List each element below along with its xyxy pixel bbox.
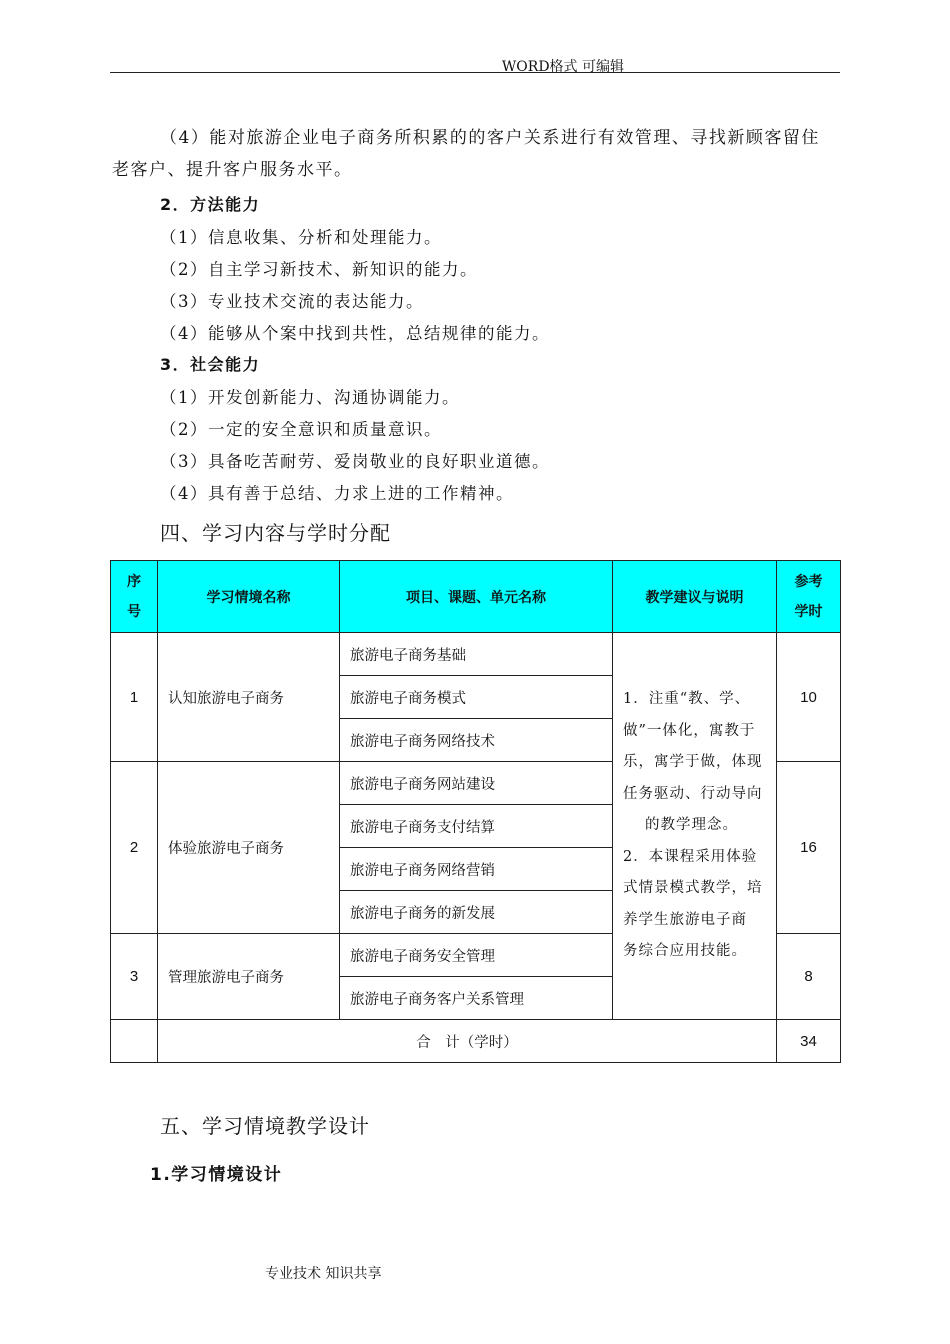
header-hours: 参考学时 (777, 561, 841, 633)
row1-seq: 1 (111, 633, 158, 762)
row3-seq: 3 (111, 934, 158, 1020)
method-item-3: （3）专业技术交流的表达能力。 (160, 292, 424, 311)
header-situation: 学习情境名称 (158, 561, 340, 633)
row2-name: 体验旅游电子商务 (158, 762, 340, 934)
content-hours-table (110, 560, 841, 1063)
row1-name: 认知旅游电子商务 (158, 633, 340, 762)
row2-seq: 2 (111, 762, 158, 934)
method-ability-title: 2．方法能力 (160, 195, 261, 214)
row1-project-1: 旅游电子商务基础 (340, 633, 613, 676)
row3-project-1: 旅游电子商务安全管理 (340, 934, 613, 977)
social-item-3: （3）具备吃苦耐劳、爱岗敬业的良好职业道德。 (160, 452, 550, 471)
row3-project-2: 旅游电子商务客户关系管理 (340, 977, 613, 1020)
section-5-title: 五、学习情境教学设计 (160, 1114, 370, 1138)
method-item-4: （4）能够从个案中找到共性，总结规律的能力。 (160, 324, 550, 343)
table-row (111, 633, 841, 676)
section-5-subtitle: 1.学习情境设计 (150, 1165, 283, 1185)
row2-project-3: 旅游电子商务网络营销 (340, 848, 613, 891)
row2-project-2: 旅游电子商务支付结算 (340, 805, 613, 848)
row3-name: 管理旅游电子商务 (158, 934, 340, 1020)
page-header: WORD格式 可编辑 (501, 59, 624, 75)
total-seq-blank (111, 1020, 158, 1063)
social-ability-title: 3．社会能力 (160, 355, 261, 374)
row2-hours: 16 (777, 762, 841, 934)
header-advice: 教学建议与说明 (613, 561, 777, 633)
header-rule (110, 72, 840, 73)
row1-project-2: 旅游电子商务模式 (340, 676, 613, 719)
intro-item-4: （4）能对旅游企业电子商务所积累的的客户关系进行有效管理、寻找新顾客留住老客户、提升客户服务水平。 (112, 128, 820, 180)
header-seq: 序号 (111, 561, 158, 633)
total-row (111, 1020, 841, 1063)
teaching-advice: 1．注重“教、学、 做”一体化，寓教于 乐，寓学于做，体现 任务驱动、行动导向 的教学理念。 2．本课程采用体验 式情景模式教学，培 养学生旅游电子商 务综合应用技能。 (613, 633, 777, 1020)
section-4-title: 四、学习内容与学时分配 (160, 521, 391, 545)
total-label: 合 计（学时） (158, 1020, 777, 1063)
social-item-1: （1）开发创新能力、沟通协调能力。 (160, 388, 460, 407)
method-item-2: （2）自主学习新技术、新知识的能力。 (160, 260, 478, 279)
row1-hours: 10 (777, 633, 841, 762)
method-item-1: （1）信息收集、分析和处理能力。 (160, 228, 442, 247)
row1-project-3: 旅游电子商务网络技术 (340, 719, 613, 762)
header-project: 项目、课题、单元名称 (340, 561, 613, 633)
row2-project-4: 旅游电子商务的新发展 (340, 891, 613, 934)
social-item-4: （4）具有善于总结、力求上进的工作精神。 (160, 484, 514, 503)
row2-project-1: 旅游电子商务网站建设 (340, 762, 613, 805)
row3-hours: 8 (777, 934, 841, 1020)
page-footer: 专业技术 知识共享 (265, 1266, 382, 1282)
total-hours: 34 (777, 1020, 841, 1063)
social-item-2: （2）一定的安全意识和质量意识。 (160, 420, 442, 439)
